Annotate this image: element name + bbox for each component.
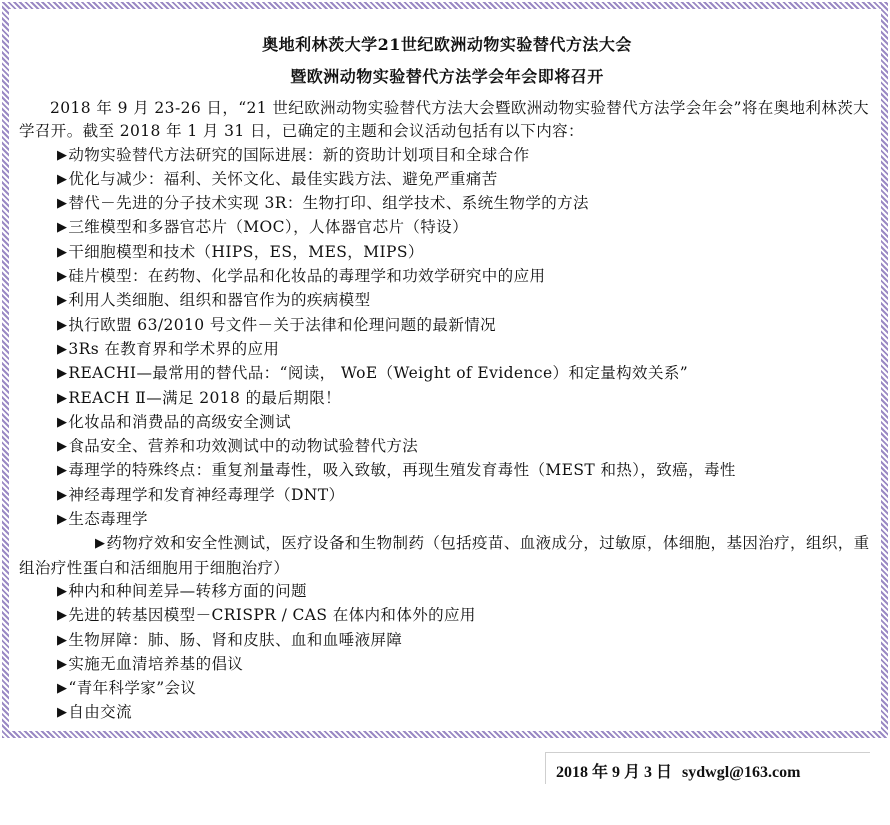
right-triangle-icon: ▶	[56, 269, 68, 285]
footer-date: 2018 年 9 月 3 日	[556, 764, 673, 781]
right-triangle-icon: ▶	[56, 171, 68, 187]
list-item	[19, 604, 875, 628]
list-item-text: 食品安全、营养和功效测试中的动物试验替代方法	[68, 437, 419, 456]
footer-email: sydwgl@163.com	[682, 764, 801, 781]
list-item-text: 三维模型和多器官芯片（MOC），人体器官芯片（特设）	[68, 218, 468, 237]
right-triangle-icon: ▶	[56, 608, 68, 624]
right-triangle-icon: ▶	[56, 293, 68, 309]
list-item-text: 生态毒理学	[68, 510, 148, 529]
list-item-text: 动物实验替代方法研究的国际进展：新的资助计划项目和全球合作	[68, 145, 530, 164]
list-item	[19, 192, 875, 216]
title-line-2: 暨欧洲动物实验替代方法学会年会即将召开	[290, 67, 604, 86]
right-triangle-icon: ▶	[56, 244, 68, 260]
list-item	[19, 532, 875, 580]
list-item	[19, 677, 875, 701]
list-item-text: 替代－先进的分子技术实现 3R：生物打印、组学技术、系统生物学的方法	[68, 194, 589, 213]
right-triangle-icon: ▶	[56, 414, 68, 430]
list-item	[19, 216, 875, 240]
list-item	[19, 265, 875, 289]
right-triangle-icon: ▶	[56, 583, 68, 599]
topic-list	[19, 144, 875, 726]
list-item-text: 优化与减少：福利、关怀文化、最佳实践方法、避免严重痛苦	[68, 169, 498, 188]
right-triangle-icon: ▶	[56, 366, 68, 382]
list-item	[19, 459, 875, 483]
list-item-text: 生物屏障：肺、肠、肾和皮肤、血和血唾液屏障	[68, 630, 403, 649]
right-triangle-icon: ▶	[56, 220, 68, 236]
list-item-text: 神经毒理学和发育神经毒理学（DNT）	[68, 485, 345, 504]
list-item	[19, 144, 875, 168]
document-frame	[2, 2, 888, 738]
right-triangle-icon: ▶	[56, 632, 68, 648]
list-item	[19, 435, 875, 459]
list-item-text: 利用人类细胞、组织和器官作为的疾病模型	[68, 291, 371, 310]
list-item-text: 执行欧盟 63/2010 号文件－关于法律和伦理问题的最新情况	[68, 315, 497, 334]
right-triangle-icon: ▶	[56, 147, 68, 163]
list-item-text: 干细胞模型和技术（HIPS，ES，MES，MIPS）	[68, 242, 424, 261]
list-item	[19, 338, 875, 362]
intro-paragraph: 2018 年 9 月 23-26 日，“21 世纪欧洲动物实验替代方法大会暨欧洲动物实验替代方法学会年会”将在奥地利林茨大学召开。截至 2018 年 1 月 31 日，已确定的主题和会议活动包括有以下内容：	[19, 99, 870, 141]
right-triangle-icon: ▶	[56, 463, 68, 479]
list-item	[19, 314, 875, 338]
list-item	[19, 411, 875, 435]
list-item	[19, 629, 875, 653]
list-item-text: 药物疗效和安全性测试，医疗设备和生物制药（包括疫苗、血液成分，过敏原，体细胞，基因治疗，组织，重组治疗性蛋白和活细胞用于细胞治疗）	[19, 534, 870, 577]
list-item-text: 实施无血清培养基的倡议	[68, 654, 244, 673]
list-item-text: 先进的转基因模型－CRISPR / CAS 在体内和体外的应用	[68, 606, 476, 625]
list-item-text: 种内和种间差异—转移方面的问题	[68, 581, 307, 600]
right-triangle-icon: ▶	[56, 512, 68, 528]
list-item-text: REACHⅠ—最常用的替代品：“阅读， WoE（Weight of Evidence）和定量构效关系”	[68, 364, 689, 383]
list-item-text: “青年科学家”会议	[68, 679, 197, 698]
list-item-text: 硅片模型：在药物、化学品和化妆品的毒理学和功效学研究中的应用	[68, 267, 546, 286]
right-triangle-icon: ▶	[56, 317, 68, 333]
right-triangle-icon: ▶	[94, 536, 106, 552]
right-triangle-icon: ▶	[56, 439, 68, 455]
list-item	[19, 362, 875, 386]
signature-footer	[545, 752, 870, 784]
title-line-1: 奥地利林茨大学21世纪欧洲动物实验替代方法大会	[262, 35, 632, 54]
list-item-text: 3Rs 在教育界和学术界的应用	[68, 339, 280, 358]
list-item	[19, 653, 875, 677]
list-item-text: 自由交流	[68, 703, 132, 722]
list-item-text: REACH Ⅱ—满足 2018 的最后期限！	[68, 388, 341, 407]
list-item-text: 化妆品和消费品的高级安全测试	[68, 412, 291, 431]
list-item	[19, 289, 875, 313]
right-triangle-icon: ▶	[56, 341, 68, 357]
list-item	[19, 387, 875, 411]
list-item-text: 毒理学的特殊终点：重复剂量毒性，吸入致敏，再现生殖发育毒性（MEST 和热），致癌，毒性	[68, 461, 736, 480]
list-item	[19, 241, 875, 265]
list-item	[19, 701, 875, 725]
list-item	[19, 484, 875, 508]
right-triangle-icon: ▶	[56, 487, 68, 503]
right-triangle-icon: ▶	[56, 390, 68, 406]
list-item	[19, 580, 875, 604]
list-item	[19, 168, 875, 192]
right-triangle-icon: ▶	[56, 656, 68, 672]
document-body	[19, 21, 875, 726]
list-item	[19, 508, 875, 532]
right-triangle-icon: ▶	[56, 681, 68, 697]
right-triangle-icon: ▶	[56, 705, 68, 721]
right-triangle-icon: ▶	[56, 196, 68, 212]
